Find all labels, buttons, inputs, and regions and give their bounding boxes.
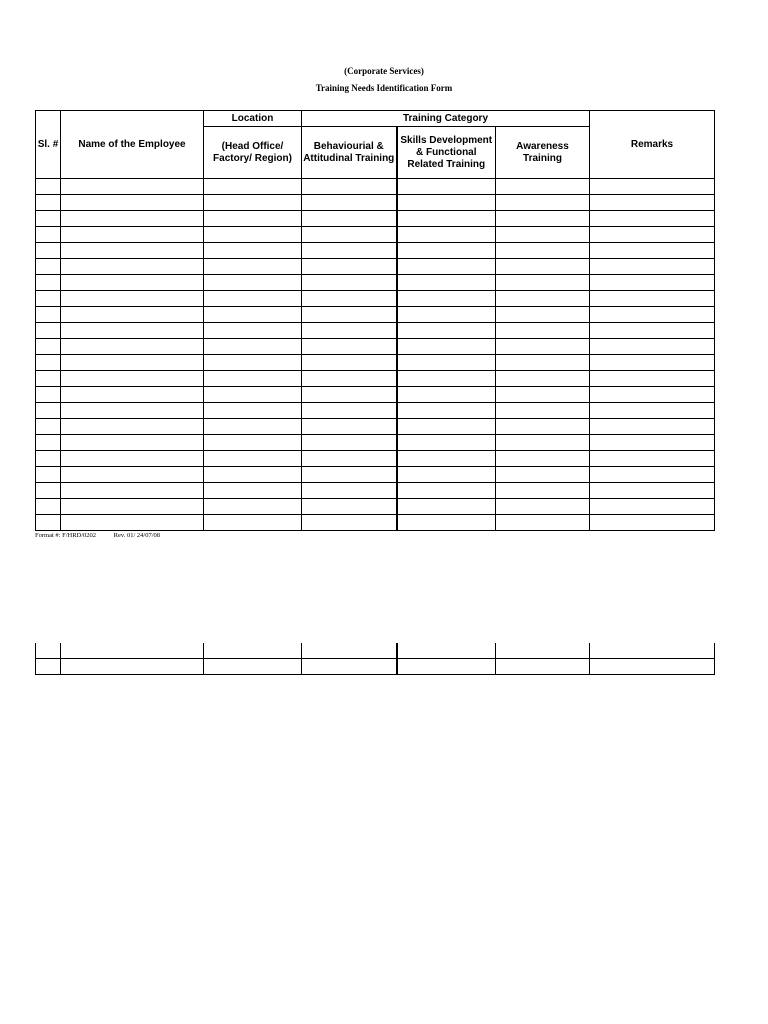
table-cell[interactable] <box>61 259 204 275</box>
table-cell[interactable] <box>496 659 590 675</box>
table-cell[interactable] <box>397 467 496 483</box>
table-cell[interactable] <box>397 419 496 435</box>
table-cell[interactable] <box>61 451 204 467</box>
table-cell[interactable] <box>397 291 496 307</box>
header-location: Location <box>204 111 302 127</box>
table-cell[interactable] <box>496 499 590 515</box>
table-cell[interactable] <box>397 387 496 403</box>
table-cell[interactable] <box>496 323 590 339</box>
table-cell[interactable] <box>61 355 204 371</box>
table-cell[interactable] <box>397 371 496 387</box>
table-cell[interactable] <box>204 643 302 659</box>
table-cell[interactable] <box>204 403 302 419</box>
table-cell[interactable] <box>496 515 590 531</box>
table-cell[interactable] <box>590 483 715 499</box>
table-cell[interactable] <box>496 451 590 467</box>
table-cell[interactable] <box>204 467 302 483</box>
table-cell[interactable] <box>590 419 715 435</box>
header-skills-training: Skills Development & Functional Related Training <box>397 127 496 179</box>
table-cell[interactable] <box>590 291 715 307</box>
table-cell[interactable] <box>36 483 61 499</box>
table-cell[interactable] <box>204 355 302 371</box>
table-cell[interactable] <box>397 307 496 323</box>
table-cell[interactable] <box>496 387 590 403</box>
table-cell[interactable] <box>204 659 302 675</box>
table-cell[interactable] <box>302 243 397 259</box>
table-cell[interactable] <box>590 643 715 659</box>
table-cell[interactable] <box>36 467 61 483</box>
table-cell[interactable] <box>36 403 61 419</box>
table-cell[interactable] <box>302 339 397 355</box>
revision-number: Rev. 01/ 24/07/08 <box>113 532 161 539</box>
table-cell[interactable] <box>204 227 302 243</box>
header-remarks: Remarks <box>590 111 715 179</box>
table-cell[interactable] <box>397 179 496 195</box>
table-row <box>36 387 715 403</box>
table-cell[interactable] <box>204 419 302 435</box>
table-cell[interactable] <box>61 195 204 211</box>
table-cell[interactable] <box>204 499 302 515</box>
department-subtitle: (Corporate Services) <box>344 66 424 76</box>
table-cell[interactable] <box>397 499 496 515</box>
table-cell[interactable] <box>36 339 61 355</box>
table-cell[interactable] <box>397 451 496 467</box>
table-cell[interactable] <box>496 195 590 211</box>
table-cell[interactable] <box>590 435 715 451</box>
table-cell[interactable] <box>302 483 397 499</box>
table-cell[interactable] <box>496 339 590 355</box>
table-cell[interactable] <box>397 643 496 659</box>
table-cell[interactable] <box>590 211 715 227</box>
table-cell[interactable] <box>496 227 590 243</box>
table-cell[interactable] <box>36 371 61 387</box>
header-awareness-training: Awareness Training <box>496 127 590 179</box>
table-cell[interactable] <box>302 227 397 243</box>
table-cell[interactable] <box>496 435 590 451</box>
table-row <box>36 291 715 307</box>
table-cell[interactable] <box>204 211 302 227</box>
table-row <box>36 307 715 323</box>
table-cell[interactable] <box>590 307 715 323</box>
table-cell[interactable] <box>61 643 204 659</box>
table-cell[interactable] <box>204 259 302 275</box>
table-cell[interactable] <box>590 259 715 275</box>
table-cell[interactable] <box>36 355 61 371</box>
table-cell[interactable] <box>496 467 590 483</box>
table-cell[interactable] <box>397 403 496 419</box>
table-body <box>36 179 715 531</box>
table-cell[interactable] <box>204 195 302 211</box>
table-cell[interactable] <box>36 499 61 515</box>
table-cell[interactable] <box>590 387 715 403</box>
table-cell[interactable] <box>590 179 715 195</box>
table-cell[interactable] <box>590 499 715 515</box>
table-cell[interactable] <box>590 195 715 211</box>
table-cell[interactable] <box>36 291 61 307</box>
table-cell[interactable] <box>61 243 204 259</box>
table-cell[interactable] <box>496 275 590 291</box>
table-cell[interactable] <box>397 355 496 371</box>
table-row <box>36 403 715 419</box>
table-cell[interactable] <box>61 387 204 403</box>
table-cell[interactable] <box>61 227 204 243</box>
header-serial: Sl. # <box>36 111 61 179</box>
table-cell[interactable] <box>61 275 204 291</box>
table-cell[interactable] <box>61 339 204 355</box>
table-cell[interactable] <box>397 259 496 275</box>
table-cell[interactable] <box>302 371 397 387</box>
table-row <box>36 355 715 371</box>
table-cell[interactable] <box>496 291 590 307</box>
table-cell[interactable] <box>302 515 397 531</box>
table-row <box>36 467 715 483</box>
table-cell[interactable] <box>61 515 204 531</box>
table-cell[interactable] <box>204 323 302 339</box>
table-cell[interactable] <box>204 387 302 403</box>
table-cell[interactable] <box>590 243 715 259</box>
table-row <box>36 371 715 387</box>
table-cell[interactable] <box>302 259 397 275</box>
table-row <box>36 211 715 227</box>
table-cell[interactable] <box>36 179 61 195</box>
table-cell[interactable] <box>204 307 302 323</box>
table-cell[interactable] <box>496 179 590 195</box>
table-cell[interactable] <box>302 275 397 291</box>
table-cell[interactable] <box>61 179 204 195</box>
table-cell[interactable] <box>496 483 590 499</box>
table-cell[interactable] <box>496 371 590 387</box>
table-cell[interactable] <box>204 483 302 499</box>
form-title: Training Needs Identification Form <box>315 83 453 93</box>
table-cell[interactable] <box>496 259 590 275</box>
table-row <box>36 195 715 211</box>
table-cell[interactable] <box>302 643 397 659</box>
table-cell[interactable] <box>302 451 397 467</box>
table-cell[interactable] <box>61 467 204 483</box>
table-cell[interactable] <box>204 339 302 355</box>
table-cell[interactable] <box>36 419 61 435</box>
table-cell[interactable] <box>590 323 715 339</box>
header-behavioural-training: Behaviourial & Attitudinal Training <box>302 127 397 179</box>
table-cell[interactable] <box>204 179 302 195</box>
table-cell[interactable] <box>397 211 496 227</box>
table-row <box>36 323 715 339</box>
table-row <box>36 643 715 659</box>
table-cell[interactable] <box>496 643 590 659</box>
table-cell[interactable] <box>302 291 397 307</box>
table-row <box>36 419 715 435</box>
format-number: Format #: F/HRD/0202 <box>35 532 97 539</box>
table-cell[interactable] <box>61 307 204 323</box>
table-cell[interactable] <box>61 659 204 675</box>
table-row <box>36 435 715 451</box>
table-cell[interactable] <box>397 435 496 451</box>
table-cell[interactable] <box>61 211 204 227</box>
header-training-category: Training Category <box>302 111 590 127</box>
table-cell[interactable] <box>36 515 61 531</box>
table-row <box>36 499 715 515</box>
table-cell[interactable] <box>590 227 715 243</box>
table-row <box>36 227 715 243</box>
table-cell[interactable] <box>302 435 397 451</box>
table-cell[interactable] <box>204 243 302 259</box>
table-cell[interactable] <box>36 211 61 227</box>
table-cell[interactable] <box>302 499 397 515</box>
table-cell[interactable] <box>302 195 397 211</box>
table-cell[interactable] <box>590 467 715 483</box>
header-employee-name: Name of the Employee <box>61 111 204 179</box>
table-cell[interactable] <box>61 403 204 419</box>
training-needs-table <box>35 110 715 531</box>
table-row <box>36 515 715 531</box>
table-row <box>36 275 715 291</box>
table-cell[interactable] <box>496 243 590 259</box>
table-cell[interactable] <box>36 227 61 243</box>
table-cell[interactable] <box>36 243 61 259</box>
table-cell[interactable] <box>397 515 496 531</box>
continuation-body <box>36 643 715 675</box>
form-footer <box>35 532 160 539</box>
table-cell[interactable] <box>204 291 302 307</box>
table-cell[interactable] <box>397 195 496 211</box>
continuation-table <box>35 643 715 675</box>
table-row <box>36 259 715 275</box>
table-cell[interactable] <box>36 259 61 275</box>
table-cell[interactable] <box>302 387 397 403</box>
table-cell[interactable] <box>302 403 397 419</box>
table-cell[interactable] <box>397 243 496 259</box>
table-cell[interactable] <box>36 323 61 339</box>
table-cell[interactable] <box>36 195 61 211</box>
table-cell[interactable] <box>36 643 61 659</box>
table-cell[interactable] <box>302 179 397 195</box>
table-cell[interactable] <box>36 387 61 403</box>
table-cell[interactable] <box>590 515 715 531</box>
table-cell[interactable] <box>36 435 61 451</box>
table-cell[interactable] <box>496 355 590 371</box>
table-cell[interactable] <box>496 419 590 435</box>
table-cell[interactable] <box>204 435 302 451</box>
table-cell[interactable] <box>204 371 302 387</box>
table-cell[interactable] <box>397 275 496 291</box>
table-cell[interactable] <box>302 307 397 323</box>
table-cell[interactable] <box>397 227 496 243</box>
table-cell[interactable] <box>397 323 496 339</box>
table-cell[interactable] <box>36 451 61 467</box>
table-cell[interactable] <box>61 499 204 515</box>
table-cell[interactable] <box>61 419 204 435</box>
table-cell[interactable] <box>61 483 204 499</box>
table-cell[interactable] <box>397 659 496 675</box>
table-cell[interactable] <box>590 403 715 419</box>
table-cell[interactable] <box>302 323 397 339</box>
table-cell[interactable] <box>36 307 61 323</box>
table-cell[interactable] <box>204 275 302 291</box>
table-cell[interactable] <box>590 275 715 291</box>
table-cell[interactable] <box>61 371 204 387</box>
table-cell[interactable] <box>302 467 397 483</box>
table-cell[interactable] <box>397 339 496 355</box>
table-cell[interactable] <box>302 419 397 435</box>
table-cell[interactable] <box>590 659 715 675</box>
table-cell[interactable] <box>590 371 715 387</box>
table-cell[interactable] <box>496 307 590 323</box>
table-cell[interactable] <box>496 211 590 227</box>
table-cell[interactable] <box>36 275 61 291</box>
table-cell[interactable] <box>397 483 496 499</box>
table-row <box>36 179 715 195</box>
table-row <box>36 451 715 467</box>
table-cell[interactable] <box>61 435 204 451</box>
table-cell[interactable] <box>61 323 204 339</box>
table-cell[interactable] <box>590 339 715 355</box>
table-row <box>36 339 715 355</box>
table-row <box>36 659 715 675</box>
table-cell[interactable] <box>302 659 397 675</box>
table-row <box>36 483 715 499</box>
table-cell[interactable] <box>302 211 397 227</box>
table-cell[interactable] <box>204 515 302 531</box>
table-cell[interactable] <box>61 291 204 307</box>
header-location-detail: (Head Office/ Factory/ Region) <box>204 127 302 179</box>
table-cell[interactable] <box>204 451 302 467</box>
table-cell[interactable] <box>496 403 590 419</box>
table-row <box>36 243 715 259</box>
table-cell[interactable] <box>590 355 715 371</box>
table-cell[interactable] <box>302 355 397 371</box>
table-cell[interactable] <box>590 451 715 467</box>
table-cell[interactable] <box>36 659 61 675</box>
